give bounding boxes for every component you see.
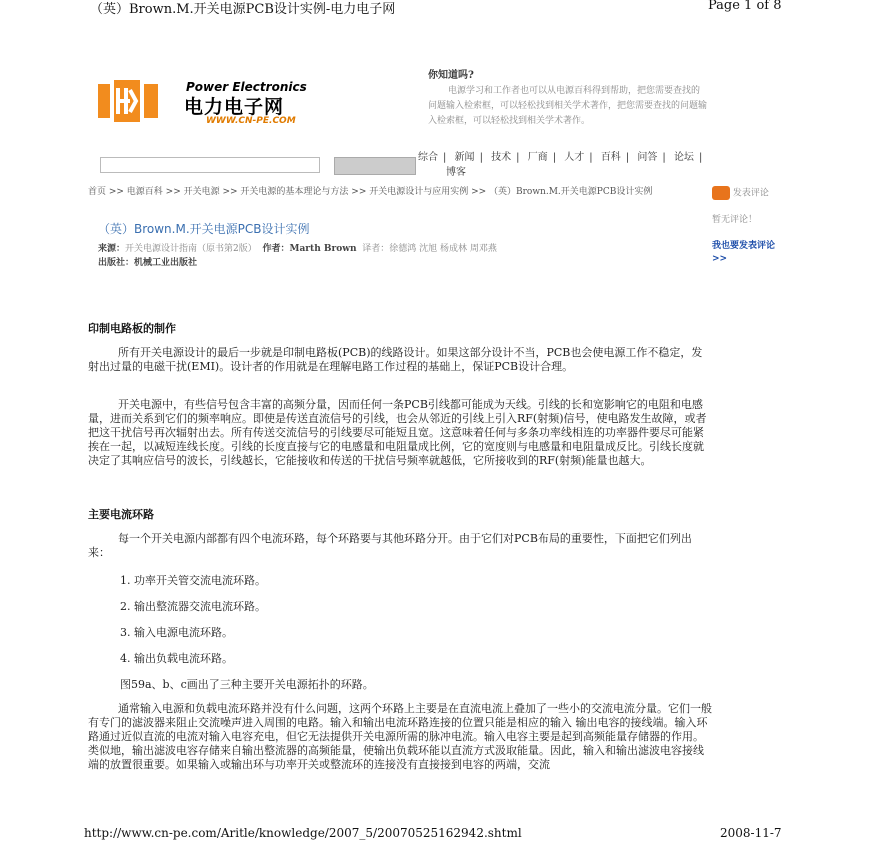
paragraph: 通常输入电源和负载电流环路并没有什么问题，这两个环路上主要是在直流电流上叠加了一些小的交流电流分量。它们一般有专门的滤波器来阻止交流噪声进入周围的电路。输入和输出电流环路连接的位置只能是相应的输入 输出电容的接线端。输入环路通过近似直流的电流对输入电容充电，但它无法提供开关电源所需的脉冲电流。输入电容主要是起到高频能量存储器的作用。类似地，输出滤波电容存储来自输出整流器的高频能量，使输出负载环能以直流方式汲取能量。因此，输入和输出滤波电容接线端的放置很重要。如果输入或输出环与功率开关或整流环的连接没有直接接到电容的两端，交流 (88, 702, 712, 771)
page-number: Page 1 of 8 (708, 0, 782, 13)
nav-item-blog[interactable]: 博客 (446, 167, 466, 178)
comment-sidebar (712, 186, 782, 266)
figure-reference: 图59a、b、c画出了三种主要开关电源拓扑的环路。 (120, 678, 374, 691)
did-you-know-body: 电源学习和工作者也可以从电源百科得到帮助，把您需要查找的问题输入检索框，可以轻松找到相关学术著作，把您需要查找的问题输入检索框，可以轻松找到相关学术著作。 (428, 86, 708, 126)
source-label: 来源： (98, 244, 126, 254)
comments-label: 发表评论 (732, 188, 769, 199)
did-you-know-title: 你知道吗? (428, 70, 474, 81)
post-comment-link[interactable]: 我也要发表评论>> (712, 240, 776, 264)
nav-separator: | (443, 152, 447, 163)
list-item: 4. 输出负载电流环路。 (120, 652, 233, 665)
print-date: 2008-11-7 (720, 826, 782, 840)
translator-value: 徐德鸿 沈旭 杨成林 周邓燕 (389, 244, 497, 254)
comment-icon (712, 186, 730, 200)
nav-item-vendors[interactable]: 厂商 (527, 152, 548, 163)
print-header (0, 0, 870, 17)
list-item: 3. 输入电源电流环路。 (120, 626, 233, 639)
document-title: （英）Brown.M.开关电源PCB设计实例-电力电子网 (90, 2, 396, 17)
author-label: 作者： (262, 244, 290, 254)
logo-mark-icon (96, 78, 162, 124)
nav-separator: | (589, 152, 593, 163)
paragraph: 所有开关电源设计的最后一步就是印制电路板(PCB)的线路设计。如果这部分设计不当，PCB也会使电源工作不稳定，发射出过量的电磁干扰(EMI)。设计者的作用就是在理解电路工作过程的基础上，保证PCB设计合理。 (88, 346, 703, 373)
logo-chinese-name: 电力电子网 (184, 96, 285, 118)
nav-separator: | (698, 152, 703, 163)
nav-item-talent[interactable]: 人才 (564, 152, 585, 163)
nav-item-general[interactable]: 综合 (418, 152, 438, 163)
logo-english-name: Power Electronics (186, 80, 307, 94)
nav-separator: | (479, 152, 483, 163)
search-input[interactable] (100, 157, 320, 173)
page-url: http://www.cn-pe.com/Aritle/knowledge/2007_5/20070525162942.shtml (84, 826, 522, 840)
author-value: Marth Brown (289, 244, 357, 254)
logo-url: WWW.CN-PE.COM (206, 116, 296, 126)
breadcrumb[interactable]: 首页 >> 电源百科 >> 开关电源 >> 开关电源的基本理论与方法 >> 开关电源设计与应用实例 >> （英）Brown.M.开关电源PCB设计实例 (88, 187, 653, 197)
nav-item-wiki[interactable]: 百科 (600, 152, 621, 163)
article-meta (98, 242, 698, 270)
section-heading: 印制电路板的制作 (88, 322, 176, 335)
nav-item-qa[interactable]: 问答 (637, 152, 658, 163)
paragraph: 开关电源中，有些信号包含丰富的高频分量，因而任何一条PCB引线都可能成为天线。引线的长和宽影响它的电阻和电感量，进而关系到它们的频率响应。即使是传送直流信号的引线，也会从邻近的引线上引入RF(射频)信号，使电路发生故障，或者把这干扰信号再次辐射出去。所有传送交流信号的引线要尽可能短且宽。这意味着任何与多条功率线相连的功率器件要尽可能紧挨在一起，以减短连线长度。引线的长度直接与它的电感量和电阻量成比例，它的宽度则与电感量和电阻量成反比。引线长度就决定了其响应信号的波长，引线越长，它能接收和传送的干扰信号频率就越低，它所接收到的RF(射频)能量也越大。 (88, 398, 707, 467)
nav-separator: | (552, 152, 557, 163)
source-value: 开关电源设计指南（原书第2版） (125, 244, 257, 254)
nav-separator: | (625, 152, 630, 163)
article-title: （英）Brown.M.开关电源PCB设计实例 (98, 222, 310, 236)
no-comments-text: 暂无评论！ (712, 214, 758, 225)
list-item: 1. 功率开关管交流电流环路。 (120, 574, 266, 587)
nav-separator: | (516, 152, 520, 163)
site-logo[interactable] (96, 78, 336, 128)
search-button[interactable] (334, 157, 416, 175)
list-item: 2. 输出整流器交流电流环路。 (120, 600, 266, 613)
nav-separator: | (662, 152, 666, 163)
publisher: 出版社：机械工业出版社 (98, 258, 198, 268)
nav-item-news[interactable]: 新闻 (454, 152, 475, 163)
paragraph: 每一个开关电源内部都有四个电流环路，每个环路要与其他环路分开。由于它们对PCB布局的重要性，下面把它们列出来： (88, 532, 692, 559)
nav-item-tech[interactable]: 技术 (491, 152, 512, 163)
section-heading: 主要电流环路 (88, 508, 154, 521)
translator-label: 译者： (362, 244, 390, 254)
nav-item-forum[interactable]: 论坛 (673, 152, 694, 163)
site-nav (418, 150, 788, 180)
